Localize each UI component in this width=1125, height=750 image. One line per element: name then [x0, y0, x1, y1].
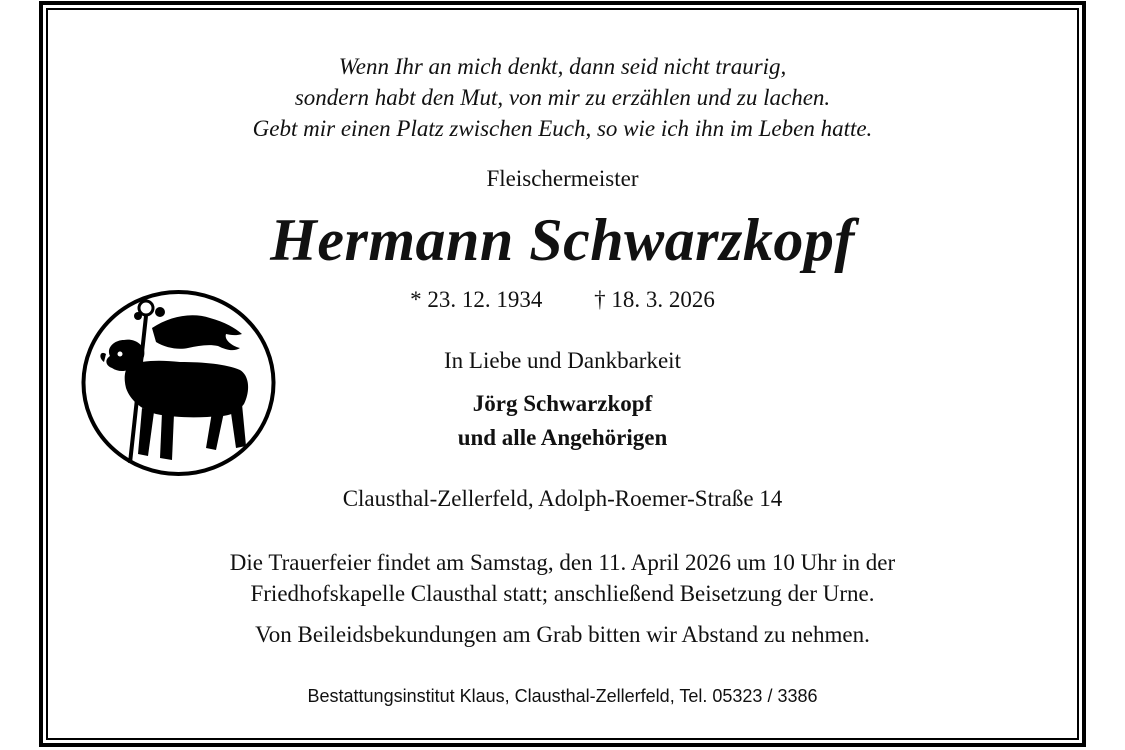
- poem-line: Wenn Ihr an mich denkt, dann seid nicht traurig,: [338, 54, 787, 79]
- poem-line: Gebt mir einen Platz zwischen Euch, so wie ich ihn im Leben hatte.: [252, 116, 873, 141]
- undertaker-info: Bestattungsinstitut Klaus, Clausthal-Zellerfeld, Tel. 05323 / 3386: [307, 686, 818, 706]
- poem: [48, 51, 1077, 144]
- life-dates: [48, 287, 1077, 313]
- birth-date: * 23. 12. 1934: [410, 287, 543, 312]
- profession: Fleischermeister: [486, 166, 639, 191]
- dedication: In Liebe und Dankbarkeit: [444, 348, 681, 373]
- condolence-note: Von Beileidsbekundungen am Grab bitten wir Abstand zu nehmen.: [255, 622, 870, 647]
- ceremony-line: Die Trauerfeier findet am Samstag, den 11. April 2026 um 10 Uhr in der: [229, 550, 896, 575]
- ceremony-info: [48, 547, 1077, 609]
- ceremony-line: Friedhofskapelle Clausthal statt; anschließend Beisetzung der Urne.: [250, 581, 875, 606]
- obituary-content: [48, 10, 1077, 738]
- mourner-family: und alle Angehörigen: [457, 425, 668, 450]
- deceased-name: Hermann Schwarzkopf: [270, 207, 855, 273]
- death-date: † 18. 3. 2026: [594, 287, 715, 312]
- mourner-name: Jörg Schwarzkopf: [472, 391, 653, 416]
- address: Clausthal-Zellerfeld, Adolph-Roemer-Straße 14: [342, 486, 783, 511]
- poem-line: sondern habt den Mut, von mir zu erzählen und zu lachen.: [294, 85, 831, 110]
